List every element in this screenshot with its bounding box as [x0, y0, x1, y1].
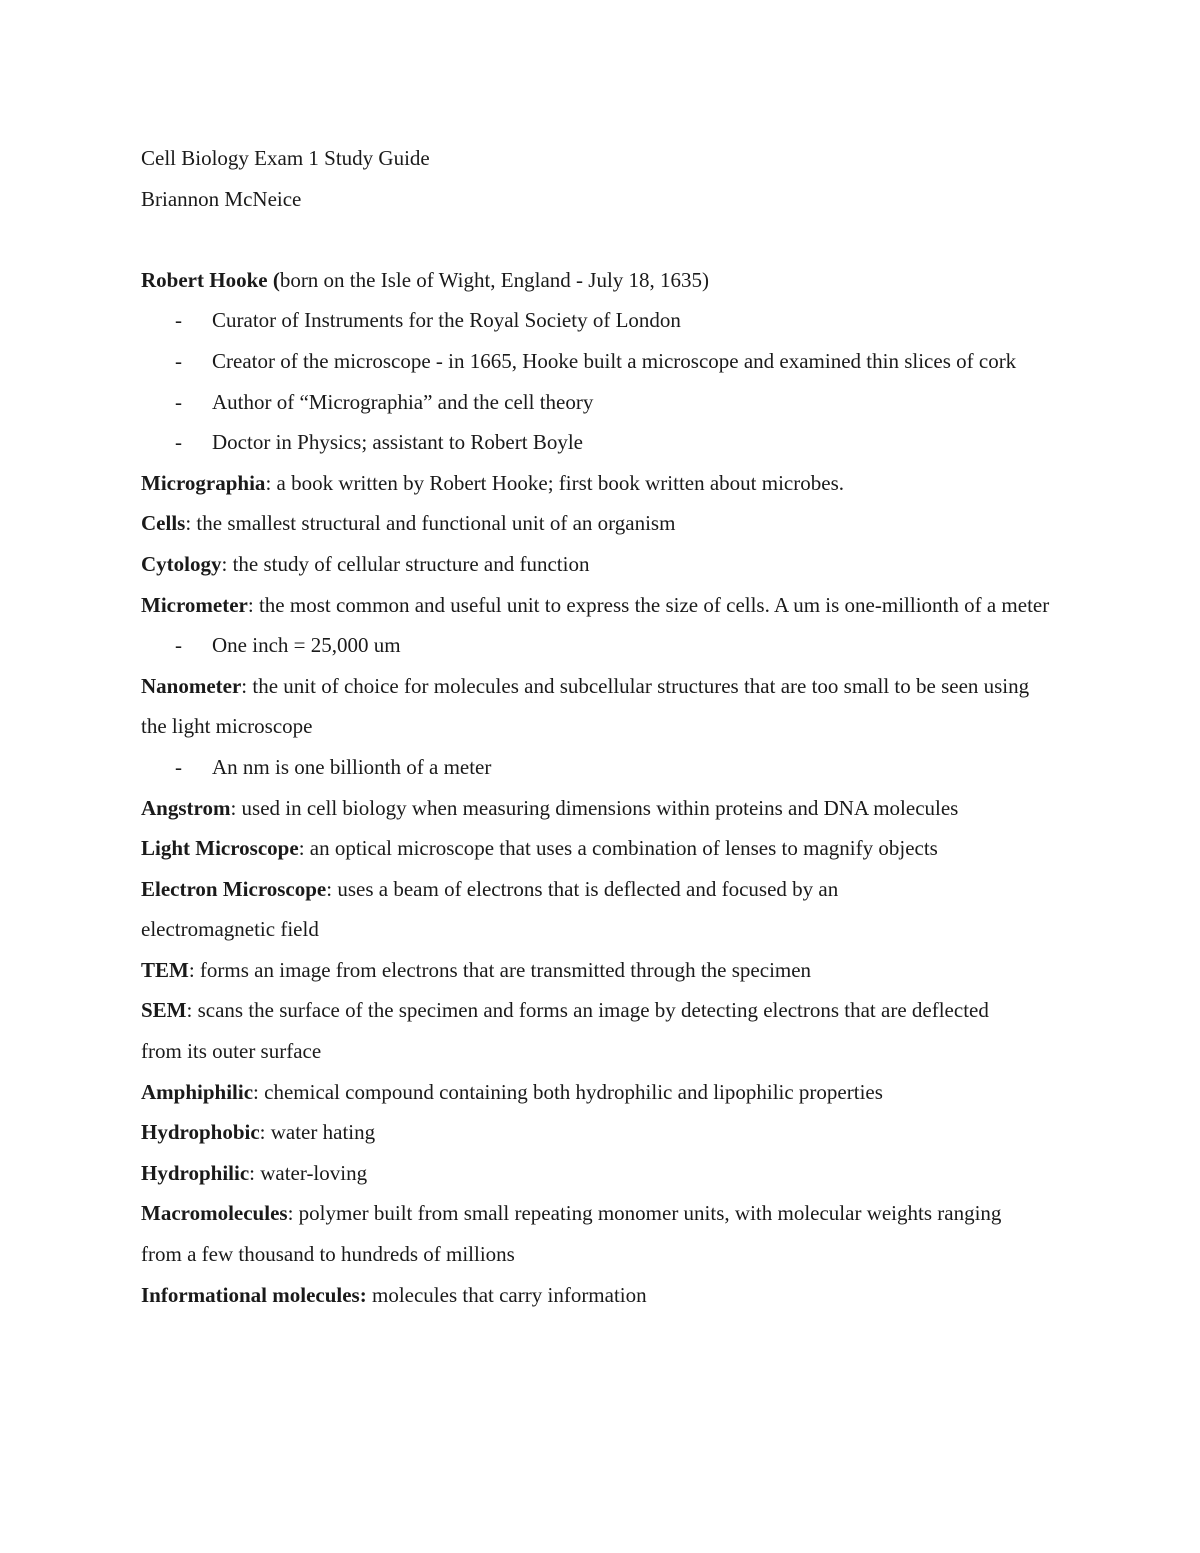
hooke-bullet	[141, 341, 1072, 382]
definition-text: : chemical compound containing both hydrophilic and lipophilic properties	[253, 1079, 883, 1104]
definition-bullet-text: An nm is one billionth of a meter	[212, 754, 492, 779]
definition-text: : uses a beam of electrons that is deflected and focused by an electromagnetic field	[141, 876, 839, 942]
definition-term: Electron Microscope	[141, 876, 327, 901]
definition	[141, 1153, 1081, 1194]
document-page	[141, 138, 1081, 1315]
hooke-bullet	[141, 422, 1081, 463]
bullet-dash: -	[175, 430, 182, 455]
hooke-bullet	[141, 300, 1081, 341]
definition	[141, 666, 1046, 747]
definition-bullet	[141, 747, 1081, 788]
definition-text: : a book written by Robert Hooke; first book written about microbes.	[265, 470, 844, 495]
definition-term: Macromolecules	[141, 1201, 288, 1226]
definition-bullet-text: One inch = 25,000 um	[212, 633, 401, 658]
definition-bullet	[141, 625, 1081, 666]
definition-text: : an optical microscope that uses a combination of lenses to magnify objects	[298, 836, 938, 861]
hooke-bullet	[141, 382, 1081, 423]
definition-term: Cytology	[141, 551, 222, 576]
definition-text: : water hating	[259, 1120, 376, 1145]
definition-text: : the most common and useful unit to express the size of cells. A um is one-millionth of a meter	[247, 592, 1050, 617]
bullet-dash: -	[175, 633, 182, 658]
bullet-dash: -	[175, 348, 182, 373]
definition-term: Micrographia	[141, 470, 266, 495]
bullet-dash: -	[175, 389, 182, 414]
definition-term: Light Microscope	[141, 836, 299, 861]
bullet-dash: -	[175, 308, 182, 333]
hooke-bullet-text: Doctor in Physics; assistant to Robert Boyle	[212, 430, 583, 455]
definition	[141, 950, 1081, 991]
definition	[141, 544, 1081, 585]
blank-line	[141, 219, 1081, 260]
definition-text: molecules that carry information	[366, 1282, 647, 1307]
hooke-info: born on the Isle of Wight, England - July 18, 1635)	[279, 267, 710, 292]
definition-term: Hydrophobic	[141, 1120, 260, 1145]
definition	[141, 788, 1081, 829]
definition-term: Hydrophilic	[141, 1160, 250, 1185]
definition-term: Micrometer	[141, 592, 248, 617]
definition-text: : the smallest structural and functional unit of an organism	[185, 511, 676, 536]
definition-term: Cells	[141, 511, 186, 536]
definition-text: : the study of cellular structure and function	[221, 551, 590, 576]
definition-term: Nanometer	[141, 673, 242, 698]
hooke-heading	[141, 260, 1081, 301]
definition-term: Amphiphilic	[141, 1079, 254, 1104]
definition-term: Angstrom	[141, 795, 231, 820]
definition	[141, 585, 1066, 626]
hooke-bullet-text: Curator of Instruments for the Royal Society of London	[212, 308, 681, 333]
definition	[141, 990, 1011, 1071]
document-author: Briannon McNeice	[141, 186, 302, 211]
bullet-dash: -	[175, 754, 182, 779]
definition-term: TEM	[141, 957, 189, 982]
definition-term: Informational molecules:	[141, 1282, 367, 1307]
definition	[141, 463, 1081, 504]
definition-term: SEM	[141, 998, 187, 1023]
definition	[141, 503, 1081, 544]
definition	[141, 869, 941, 950]
definition	[141, 1112, 1081, 1153]
definition-text: : used in cell biology when measuring dimensions within proteins and DNA molecules	[230, 795, 959, 820]
definition-text: : forms an image from electrons that are transmitted through the specimen	[188, 957, 812, 982]
definition	[141, 1072, 1081, 1113]
definition-text: : water-loving	[249, 1160, 368, 1185]
definition-text: : polymer built from small repeating monomer units, with molecular weights ranging from a few thousand to hundreds of millions	[141, 1201, 1002, 1267]
hooke-bullet-text: Author of “Micrographia” and the cell theory	[212, 389, 594, 414]
hooke-bullet-text: Creator of the microscope - in 1665, Hooke built a microscope and examined thin slices of cork	[212, 348, 1017, 373]
definition	[141, 1275, 1081, 1316]
hooke-name: Robert Hooke (	[141, 267, 280, 292]
document-title: Cell Biology Exam 1 Study Guide	[141, 146, 430, 170]
definition-text: : scans the surface of the specimen and forms an image by detecting electrons that are deflected from its outer surface	[141, 998, 989, 1064]
definition	[141, 1193, 1036, 1274]
definition-text: : the unit of choice for molecules and subcellular structures that are too small to be seen using the light microscope	[141, 673, 1030, 739]
definition	[141, 828, 1081, 869]
